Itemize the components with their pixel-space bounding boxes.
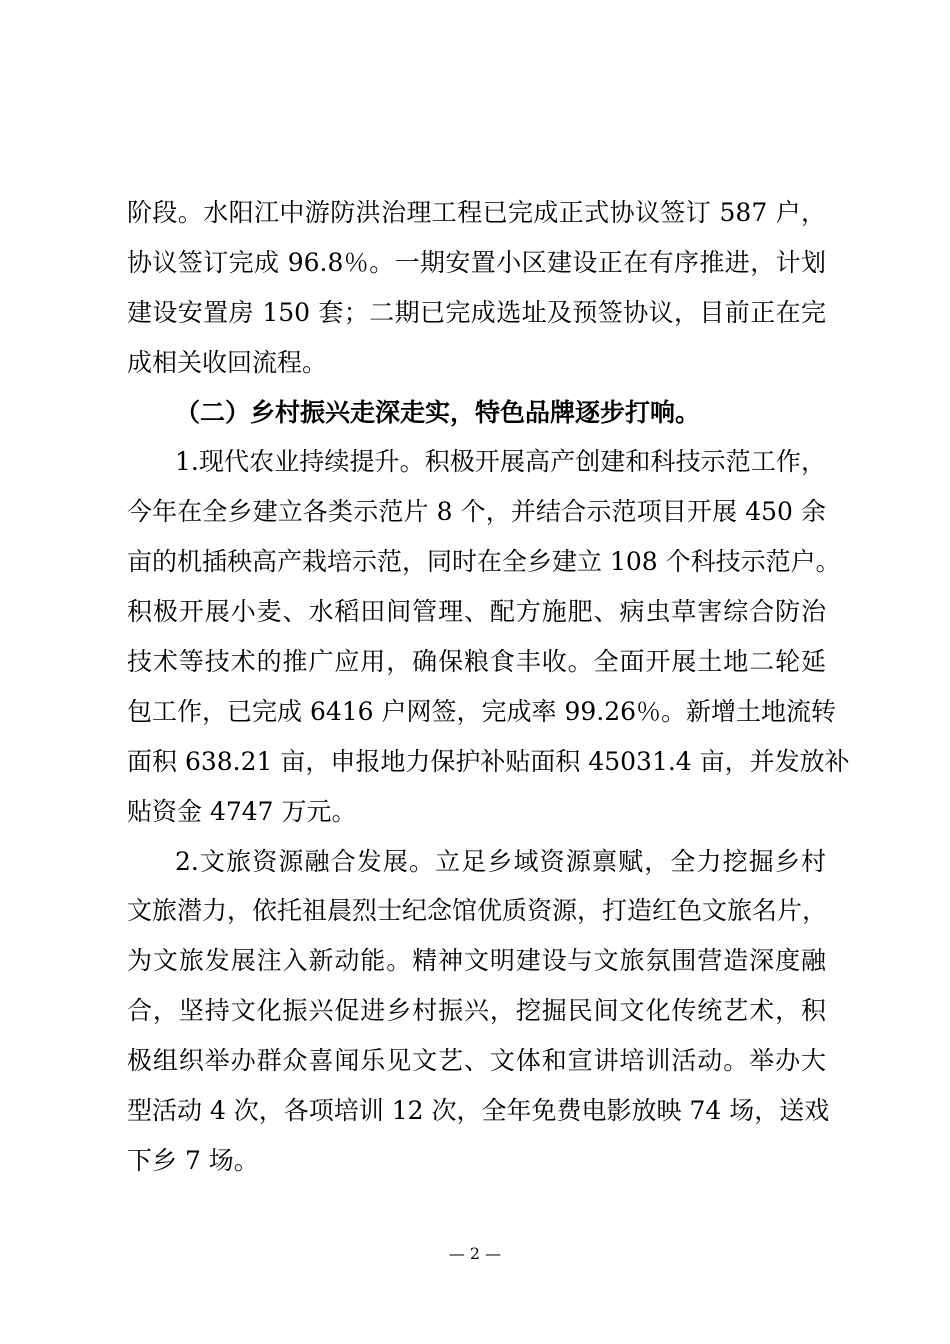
text-line: 面积 638.21 亩，申报地力保护补贴面积 45031.4 亩，并发放补	[127, 746, 850, 776]
text-line: 为文旅发展注入新动能。精神文明建设与文旅氛围营造深度融	[127, 946, 826, 976]
section-heading	[127, 388, 826, 438]
text-line: 积极开展小麦、水稻田间管理、配方施肥、病虫草害综合防治	[127, 597, 826, 627]
heading-text: （二）乡村振兴走深走实，特色品牌逐步打响。	[175, 397, 701, 427]
document-body	[127, 188, 850, 1186]
text-line: 2.文旅资源融合发展。立足乡域资源禀赋，全力挖掘乡村	[175, 846, 826, 876]
text-line: 型活动 4 次，各项培训 12 次，全年免费电影放映 74 场，送戏	[127, 1096, 830, 1126]
paragraph-relocation	[127, 188, 826, 388]
paragraph-modern-agriculture	[127, 437, 850, 836]
text-line: 技术等技术的推广应用，确保粮食丰收。全面开展土地二轮延	[127, 647, 826, 677]
paragraph-culture-tourism	[127, 837, 830, 1186]
text-line: 文旅潜力，依托祖晨烈士纪念馆优质资源，打造红色文旅名片，	[127, 896, 828, 926]
text-line: 成相关收回流程。	[127, 347, 328, 377]
text-line: 1.现代农业持续提升。积极开展高产创建和科技示范工作，	[175, 447, 826, 477]
text-line: 今年在全乡建立各类示范片 8 个，并结合示范项目开展 450 余	[127, 497, 826, 527]
text-line: 亩的机插秧高产栽培示范，同时在全乡建立 108 个科技示范户。	[127, 547, 841, 577]
text-line: 合，坚持文化振兴促进乡村振兴，挖掘民间文化传统艺术，积	[127, 996, 826, 1026]
text-line: 极组织举办群众喜闻乐见文艺、文体和宣讲培训活动。举办大	[127, 1046, 826, 1076]
text-line: 贴资金 4747 万元。	[127, 796, 357, 826]
text-line: 建设安置房 150 套；二期已完成选址及预签协议，目前正在完	[127, 297, 826, 327]
text-line: 包工作，已完成 6416 户网签，完成率 99.26％。新增土地流转	[127, 696, 837, 726]
text-line: 下乡 7 场。	[127, 1145, 259, 1175]
text-line: 阶段。水阳江中游防洪治理工程已完成正式协议签订 587 户，	[127, 198, 826, 227]
text-line: 协议签订完成 96.8％。一期安置小区建设正在有序推进，计划	[127, 247, 826, 277]
page-number: — 2 —	[448, 1244, 502, 1263]
